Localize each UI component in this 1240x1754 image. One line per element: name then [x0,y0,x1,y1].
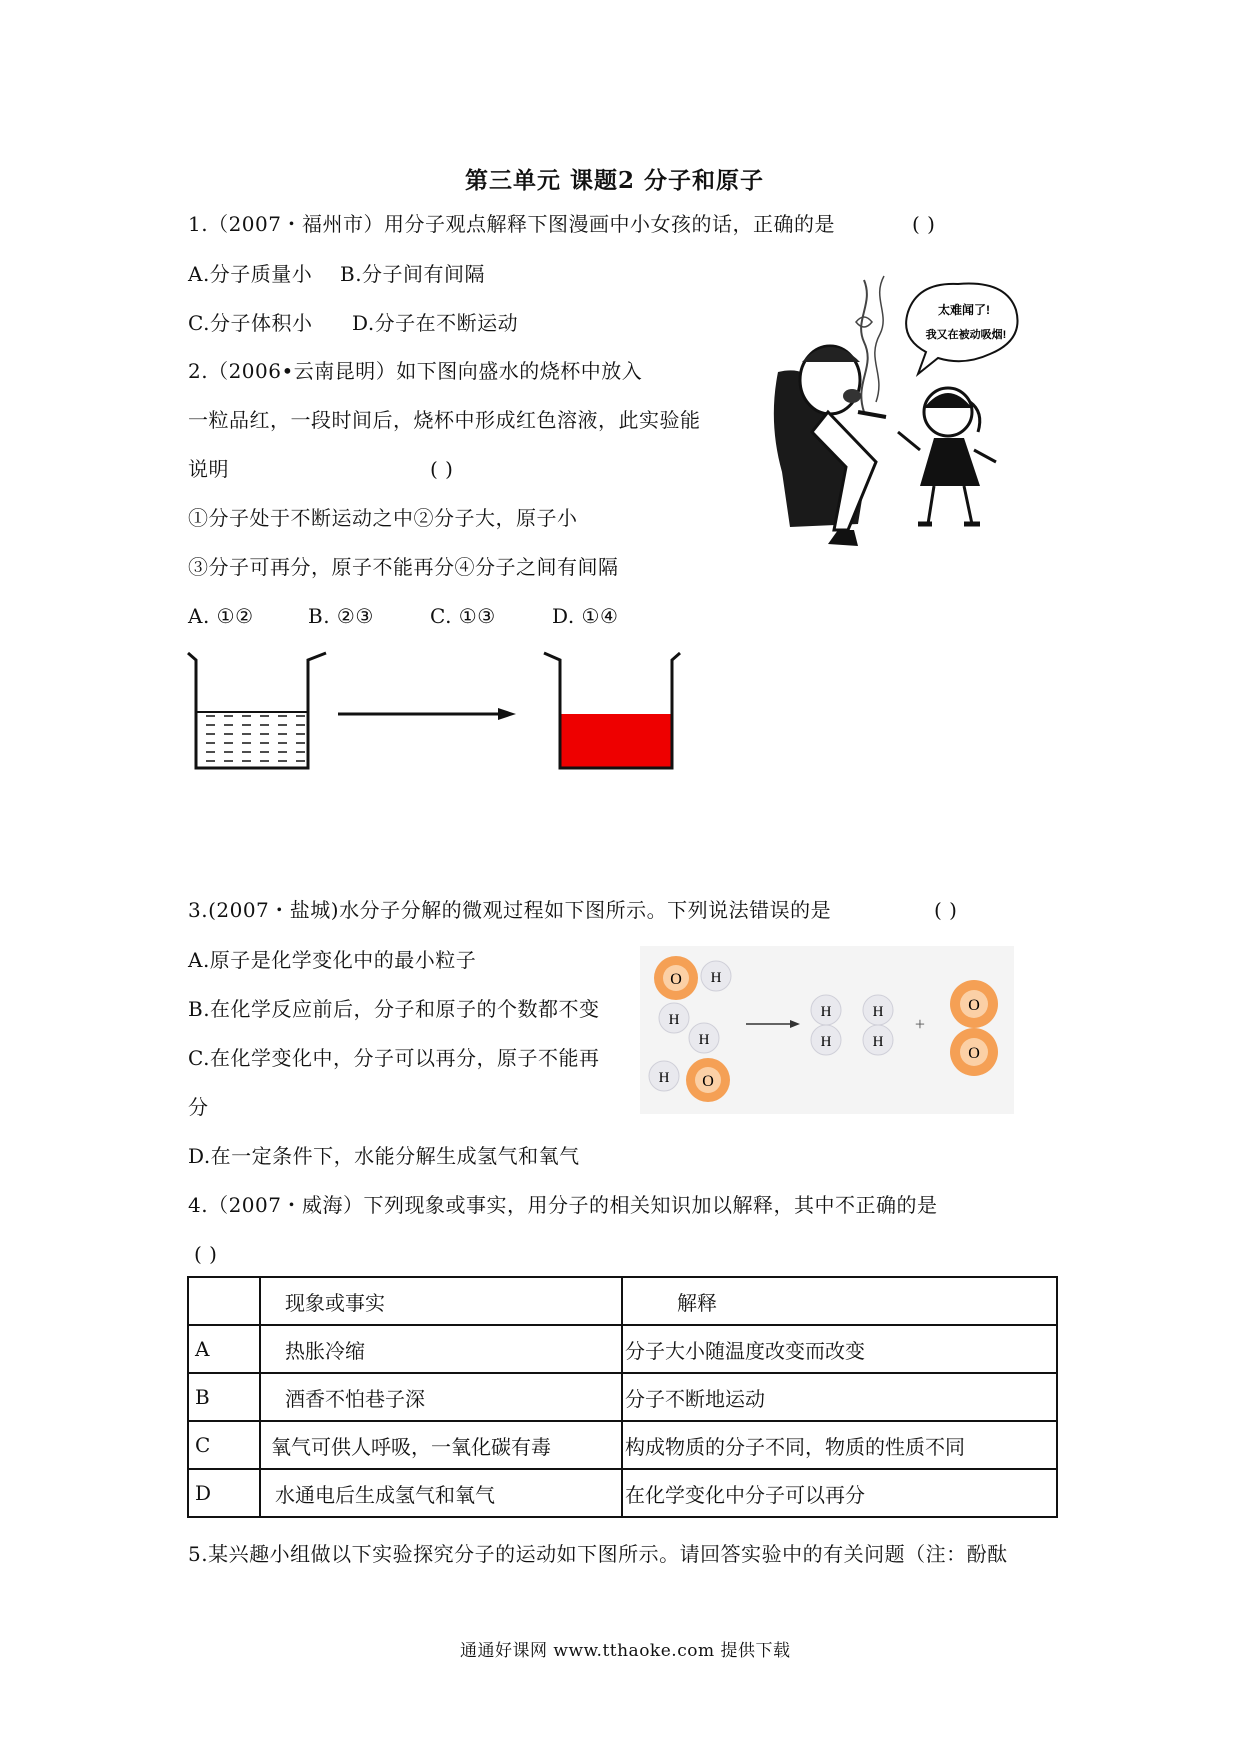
q4-table [187,1276,1058,1518]
page-footer: 通通好课网 www.tthaoke.com 提供下载 [460,1641,791,1661]
red-solution-beaker [544,653,680,768]
q1-option-a: A.分子质量小 [188,262,313,286]
table-cell: 热胀冷缩 [260,1325,622,1373]
q1-stem: 1.（2007・福州市）用分子观点解释下图漫画中小女孩的话，正确的是 [188,212,835,236]
plus-sign: + [914,1014,926,1034]
atom-o-label: O [968,997,980,1014]
q4-stem: 4.（2007・威海）下列现象或事实，用分子的相关知识加以解释，其中不正确的是 [188,1193,938,1217]
table-cell: 构成物质的分子不同，物质的性质不同 [622,1421,1057,1469]
atom-h-label: H [820,1004,832,1020]
table-cell: 分子大小随温度改变而改变 [622,1325,1057,1373]
table-cell: B [188,1373,260,1421]
bubble-text-1: 太难闻了! [938,303,990,317]
table-row [188,1373,1057,1421]
table-row [188,1325,1057,1373]
q1-answer-paren: ( ) [912,212,936,236]
atom-h-label: H [872,1004,884,1020]
table-cell: 分子不断地运动 [622,1373,1057,1421]
table-cell: A [188,1325,260,1373]
q2-option-d: D. ①④ [552,604,619,628]
table-header-cell [188,1277,260,1325]
table-cell: 酒香不怕巷子深 [260,1373,622,1421]
table-cell: C [188,1421,260,1469]
q3-option-a: A.原子是化学变化中的最小粒子 [188,948,477,972]
q1-option-c: C.分子体积小 [188,311,313,335]
q3-option-d: D.在一定条件下，水能分解生成氢气和氧气 [188,1144,580,1168]
q2-option-b: B. ②③ [308,604,374,628]
table-cell: 氧气可供人呼吸，一氧化碳有毒 [260,1421,622,1469]
atom-h-label: H [872,1034,884,1050]
atom-h-label: H [658,1070,670,1086]
q3-stem: 3.(2007・盐城)水分子分解的微观过程如下图所示。下列说法错误的是 [188,898,832,922]
q3-option-c-line-1: C.在化学变化中，分子可以再分，原子不能再 [188,1046,600,1070]
atom-o-label: O [968,1045,980,1062]
atom-h-label: H [668,1012,680,1028]
table-cell: 在化学变化中分子可以再分 [622,1469,1057,1517]
table-row [188,1469,1057,1517]
bubble-text-2: 我又在被动吸烟! [925,329,1007,341]
table-header-cell: 解释 [622,1277,1057,1325]
q5-stem: 5.某兴趣小组做以下实验探究分子的运动如下图所示。请回答实验中的有关问题（注：酚酞 [188,1542,1008,1566]
q1-option-d: D.分子在不断运动 [352,311,519,335]
q2-option-a: A. ①② [188,604,254,628]
table-cell: 水通电后生成氢气和氧气 [260,1469,622,1517]
q1-option-b: B.分子间有间隔 [340,262,486,286]
atom-h-label: H [820,1034,832,1050]
page-title: 第三单元 课题2 分子和原子 [465,167,765,194]
atom-h-label: H [710,970,722,986]
q2-statement-line-1: ①分子处于不断运动之中②分子大，原子小 [188,506,578,530]
atom-o-label: O [702,1073,714,1090]
q2-option-c: C. ①③ [430,604,496,628]
beaker-diagram [186,648,682,778]
q2-stem-line-1: 2.（2006•云南昆明）如下图向盛水的烧杯中放入 [188,359,643,383]
q2-stem-line-3: 说明 [188,457,229,481]
reaction-arrow [338,708,516,720]
q3-option-b: B.在化学反应前后，分子和原子的个数都不变 [188,997,600,1021]
q2-answer-paren: ( ) [430,457,454,481]
q2-statement-line-2: ③分子可再分，原子不能再分④分子之间有间隔 [188,555,619,579]
q3-option-c-line-2: 分 [188,1095,209,1119]
water-beaker [188,653,326,768]
table-cell: D [188,1469,260,1517]
table-header-row [188,1277,1057,1325]
water-decomposition-diagram [640,946,1014,1114]
smoking-cartoon-image [768,262,1040,562]
atom-h-label: H [698,1032,710,1048]
q2-stem-line-2: 一粒品红，一段时间后，烧杯中形成红色溶液，此实验能 [188,408,701,432]
atom-o-label: O [670,971,682,988]
q4-answer-paren: ( ) [194,1242,218,1266]
q3-answer-paren: ( ) [934,898,958,922]
table-header-cell: 现象或事实 [260,1277,622,1325]
table-row [188,1421,1057,1469]
